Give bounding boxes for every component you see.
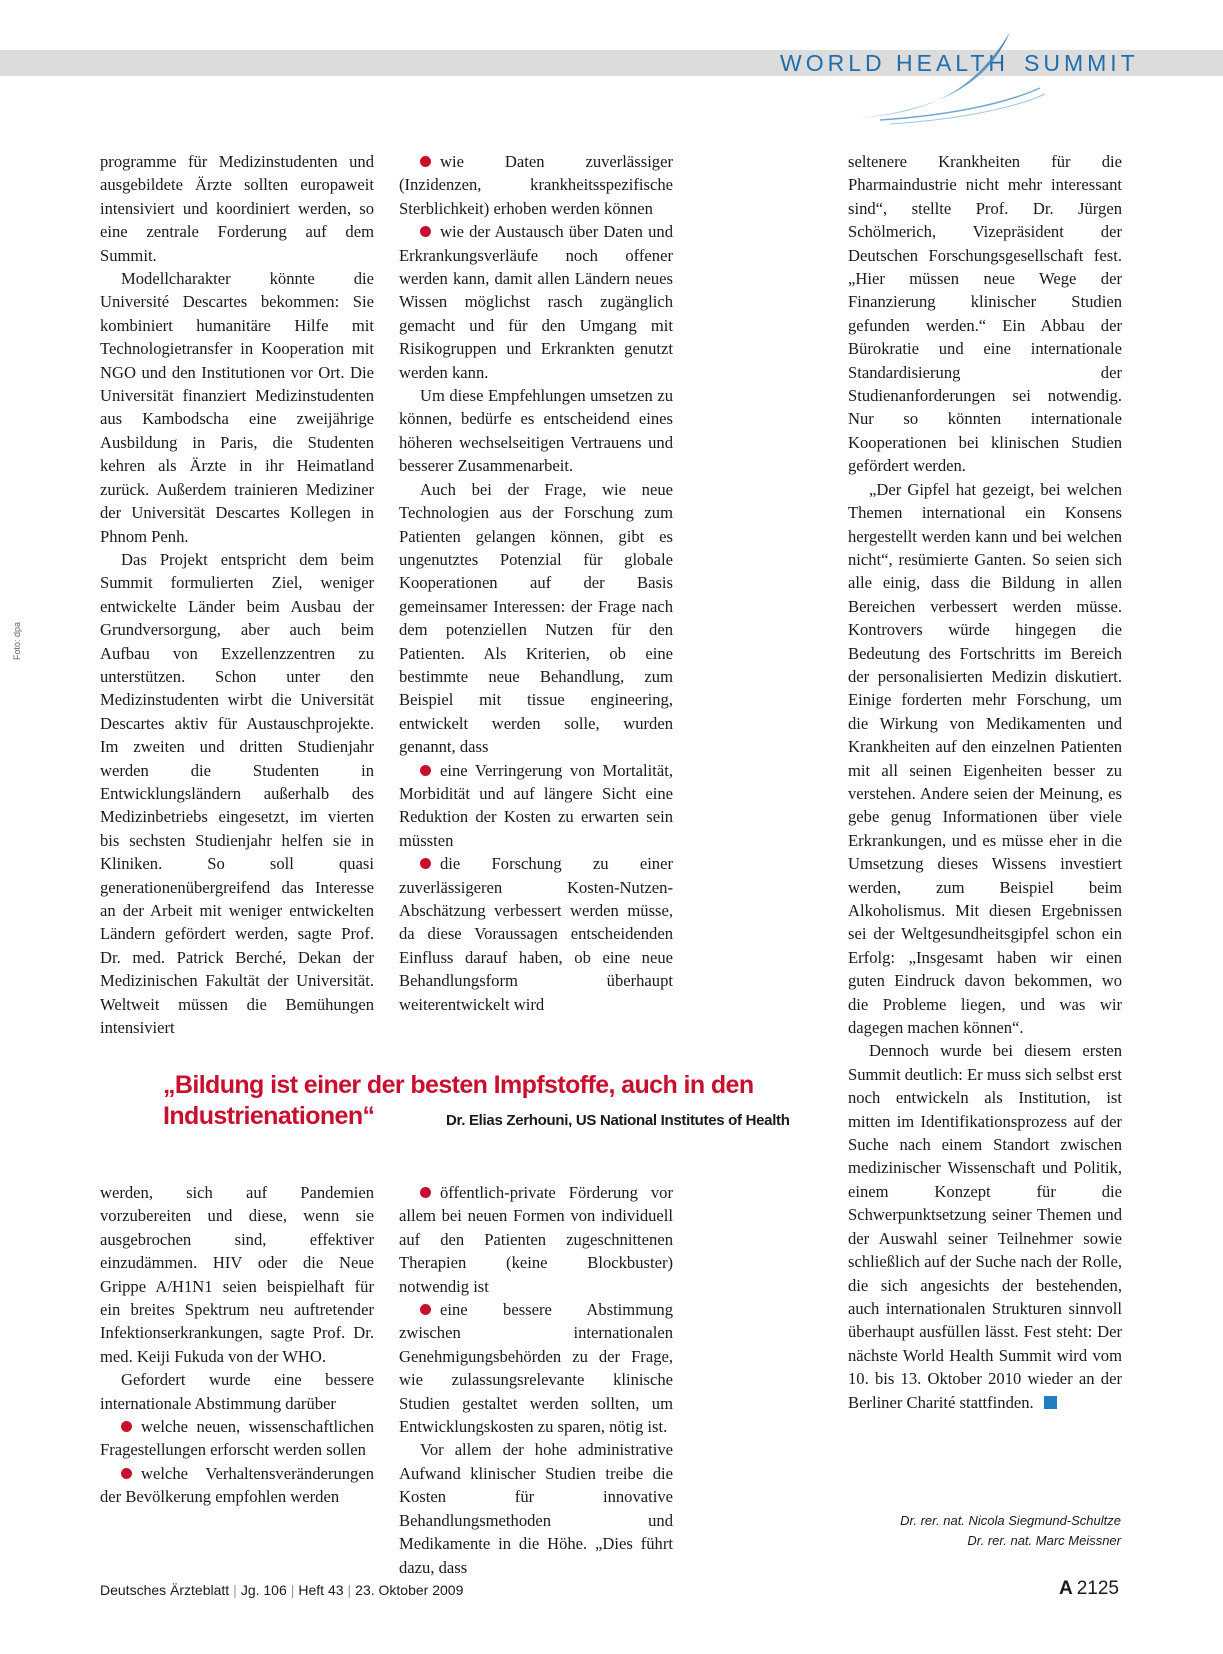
- end-mark-icon: [1044, 1396, 1057, 1409]
- author-1: Dr. rer. nat. Nicola Siegmund-Schultze: [900, 1513, 1121, 1528]
- article-authors: [900, 1511, 1121, 1551]
- column-1-bottom: [100, 1181, 374, 1509]
- paragraph: Gefordert wurde eine bessere internationale Abstimmung darüber: [100, 1370, 374, 1413]
- page-footer: Deutsches Ärzteblatt | Jg. 106 | Heft 43 | 23. Oktober 2009: [100, 1582, 464, 1598]
- page-number: A 2125: [1058, 1578, 1119, 1599]
- paragraph: werden, sich auf Pandemien vorzubereiten und diese, wenn sie ausgebrochen sind, effektiver einzudämmen. HIV oder die Neue Grippe A/H1N1 seien beispielhaft für ein breites Spektrum neu auftretender Infektionserkrankungen, sagte Prof. Dr. med. Keiji Fukuda von der WHO.: [100, 1183, 374, 1366]
- bullet-item: eine bessere Abstimmung zwischen internationalen Genehmigungsbehörden zu der Frage, wie zulassungsrelevante klinische Studien gestaltet werden sollten, um Entwicklungskosten zu sparen, nötig ist.: [399, 1300, 673, 1437]
- column-2-top: [399, 150, 673, 1016]
- bullet-dot-icon: [420, 1304, 431, 1315]
- bullet-item: wie Daten zuverlässiger (Inzidenzen, krankheitsspezifische Sterblichkeit) erhoben werden können: [399, 152, 673, 218]
- bullet-dot-icon: [121, 1468, 132, 1479]
- bullet-dot-icon: [420, 156, 431, 167]
- pull-quote-author: Dr. Elias Zerhouni, US National Institutes of Health: [446, 1112, 790, 1129]
- bullet-dot-icon: [420, 1187, 431, 1198]
- paragraph: Modellcharakter könnte die Université Descartes bekommen: Sie kombiniert humanitäre Hilfe mit Technologietransfer in Kooperation mit NGO und den Institutionen vor Ort. Die Universität finanziert Medizinstudenten aus Kambodscha eine zweijährige Ausbildung in Paris, die Studenten kehren als Ärzte in ihr Heimatland zurück. Außerdem trainieren Mediziner der Universität Descartes Kollegen in Phnom Penh.: [100, 269, 374, 546]
- footer-issue: Heft 43: [298, 1582, 344, 1598]
- bullet-item: die Forschung zu einer zuverlässigeren Kosten-Nutzen-Abschätzung verbessert werden müsse, da diese Voraussagen entscheidenden Einfluss darauf haben, ob eine neue Behandlungsform überhaupt weiterentwickelt wird: [399, 854, 673, 1014]
- column-2-bottom: [399, 1181, 673, 1579]
- paragraph: Um diese Empfehlungen umsetzen zu können, bedürfe es entscheidend eines höheren wechselseitigen Vertrauens und besserer Zusammenarbeit.: [399, 386, 673, 476]
- footer-journal: Deutsches Ärzteblatt: [100, 1582, 230, 1598]
- paragraph: Auch bei der Frage, wie neue Technologien aus der Forschung zum Patienten gelangen können, gibt es ungenutztes Potenzial für globale Kooperationen auf der Basis gemeinsamer Interessen: der Frage nach dem potenziellen Nutzen für den Patienten. Als Kriterien, ob eine bestimmte neue Behandlung, zum Beispiel mit tissue engineering, entwickelt werden solle, wurden genannt, dass: [399, 479, 673, 757]
- bullet-item: wie der Austausch über Daten und Erkrankungsverläufe noch offener werden kann, damit allen Ländern neues Wissen möglichst rasch zugänglich gemacht und für den Umgang mit Risikogruppen und Erkrankten genutzt werden kann.: [399, 222, 673, 382]
- bullet-dot-icon: [121, 1421, 132, 1432]
- photo-credit: Foto: dpa: [12, 621, 22, 660]
- bullet-dot-icon: [420, 858, 431, 869]
- paragraph: seltenere Krankheiten für die Pharmaindustrie nicht mehr interessant sind“, stellte Prof. Dr. Jürgen Schölmerich, Vizepräsident der Deutschen Forschungsgesellschaft fest. „Hier müssen neue Wege der Finanzierung klinischer Studien gefunden werden.“ Ein Abbau der Bürokratie und eine internationale Standardisierung der Studienanforderungen sei notwendig. Nur so könnten internationale Kooperationen bei klinischen Studien gefördert werden.: [848, 152, 1122, 476]
- column-3: [848, 150, 1122, 1414]
- footer-date: 23. Oktober 2009: [355, 1582, 464, 1598]
- paragraph: Das Projekt entspricht dem beim Summit formulierten Ziel, weniger entwickelte Länder beim Ausbau der Grundversorgung, aber auch beim Aufbau von Exzellenzzentren zu unterstützen. Schon unter den Medizinstudenten wirbt die Universität Descartes aktiv für Austauschprojekte. Im zweiten und dritten Studienjahr werden die Studenten in Entwicklungsländern außerhalb des Medizinbetriebs eingesetzt, im vierten bis sechsten Studienjahr helfen sie in Kliniken. So soll quasi generationenübergreifend das Interesse an der Arbeit mit weniger entwickelten Ländern gefördert werden, sagte Prof. Dr. med. Patrick Berché, Dekan der Medizinischen Fakultät der Universität. Weltweit müssen die Bemühungen intensiviert: [100, 549, 374, 1038]
- paragraph: programme für Medizinstudenten und ausgebildete Ärzte sollten europaweit intensiviert und koordiniert werden, so eine zentrale Forderung auf dem Summit.: [100, 152, 374, 265]
- paragraph: „Der Gipfel hat gezeigt, bei welchen Themen international ein Konsens hergestellt werden kann und bei welchen nicht“, resümierte Ganten. So seien sich alle einig, dass die Bildung in allen Bereichen verbessert werden müsse. Kontrovers würde hingegen die Bedeutung des Fortschritts im Bereich der personalisierten Medizin diskutiert. Einige forderten mehr Forschung, um die Wirkung von Medikamenten und Krankheiten auf den einzelnen Patienten mit all seinen Eigenheiten besser zu verstehen. Andere seien der Meinung, es gebe genug Informationen über viele Erkrankungen, und es müsse eher in die Umsetzung dieses Wissens investiert werden, zum Beispiel beim Alkoholismus. Mit diesen Ergebnissen sei der Weltgesundheitsgipfel schon ein Erfolg: „Insgesamt haben wir einen guten Eindruck davon bekommen, wo die Probleme liegen, und was wir dagegen machen können“.: [848, 479, 1122, 1038]
- bullet-dot-icon: [420, 765, 431, 776]
- author-2: Dr. rer. nat. Marc Meissner: [967, 1533, 1121, 1548]
- bullet-dot-icon: [420, 226, 431, 237]
- summit-swoosh-icon: [850, 28, 1050, 128]
- brand-world-health: WORLD HEALTH: [780, 50, 1010, 76]
- bullet-item: eine Verringerung von Mortalität, Morbidität und auf längere Sicht eine Reduktion der Kosten zu erwarten sein müssten: [399, 760, 673, 850]
- bullet-item: öffentlich-private Förderung vor allem bei neuen Formen von individuell auf den Patienten zugeschnittenen Therapien (keine Blockbuster) notwendig ist: [399, 1183, 673, 1296]
- paragraph: Vor allem der hohe administrative Aufwand klinischer Studien treibe die Kosten für innovative Behandlungsmethoden und Medikamente in die Höhe. „Dies führt dazu, dass: [399, 1440, 673, 1577]
- bullet-item: welche neuen, wissenschaftlichen Fragestellungen erforscht werden sollen: [100, 1417, 374, 1460]
- paragraph: Dennoch wurde bei diesem ersten Summit deutlich: Er muss sich selbst erst noch entwickeln als Institution, ist mitten im Identifikationsprozess auf der Suche nach einem Standort zwischen medizinischer Wissenschaft und Politik, einem Konzept für die Schwerpunktsetzung seiner Themen und der Auswahl seiner Teilnehmer sowie schließlich auf der Suche nach der Rolle, die sich angesichts der bestehenden, auch internationalen Strukturen sinnvoll überhaupt ausfüllen lässt. Fest steht: Der nächste World Health Summit wird vom 10. bis 13. Oktober 2010 wieder an der Berliner Charité stattfinden.: [848, 1041, 1122, 1412]
- column-1-top: [100, 150, 374, 1039]
- pull-quote: „Bildung ist einer der besten Impfstoffe, auch in den Industrienationen“: [163, 1071, 754, 1130]
- bullet-item: welche Verhaltensveränderungen der Bevölkerung empfohlen werden: [100, 1463, 374, 1507]
- brand-summit: SUMMIT: [1024, 50, 1139, 76]
- footer-volume: Jg. 106: [240, 1582, 287, 1598]
